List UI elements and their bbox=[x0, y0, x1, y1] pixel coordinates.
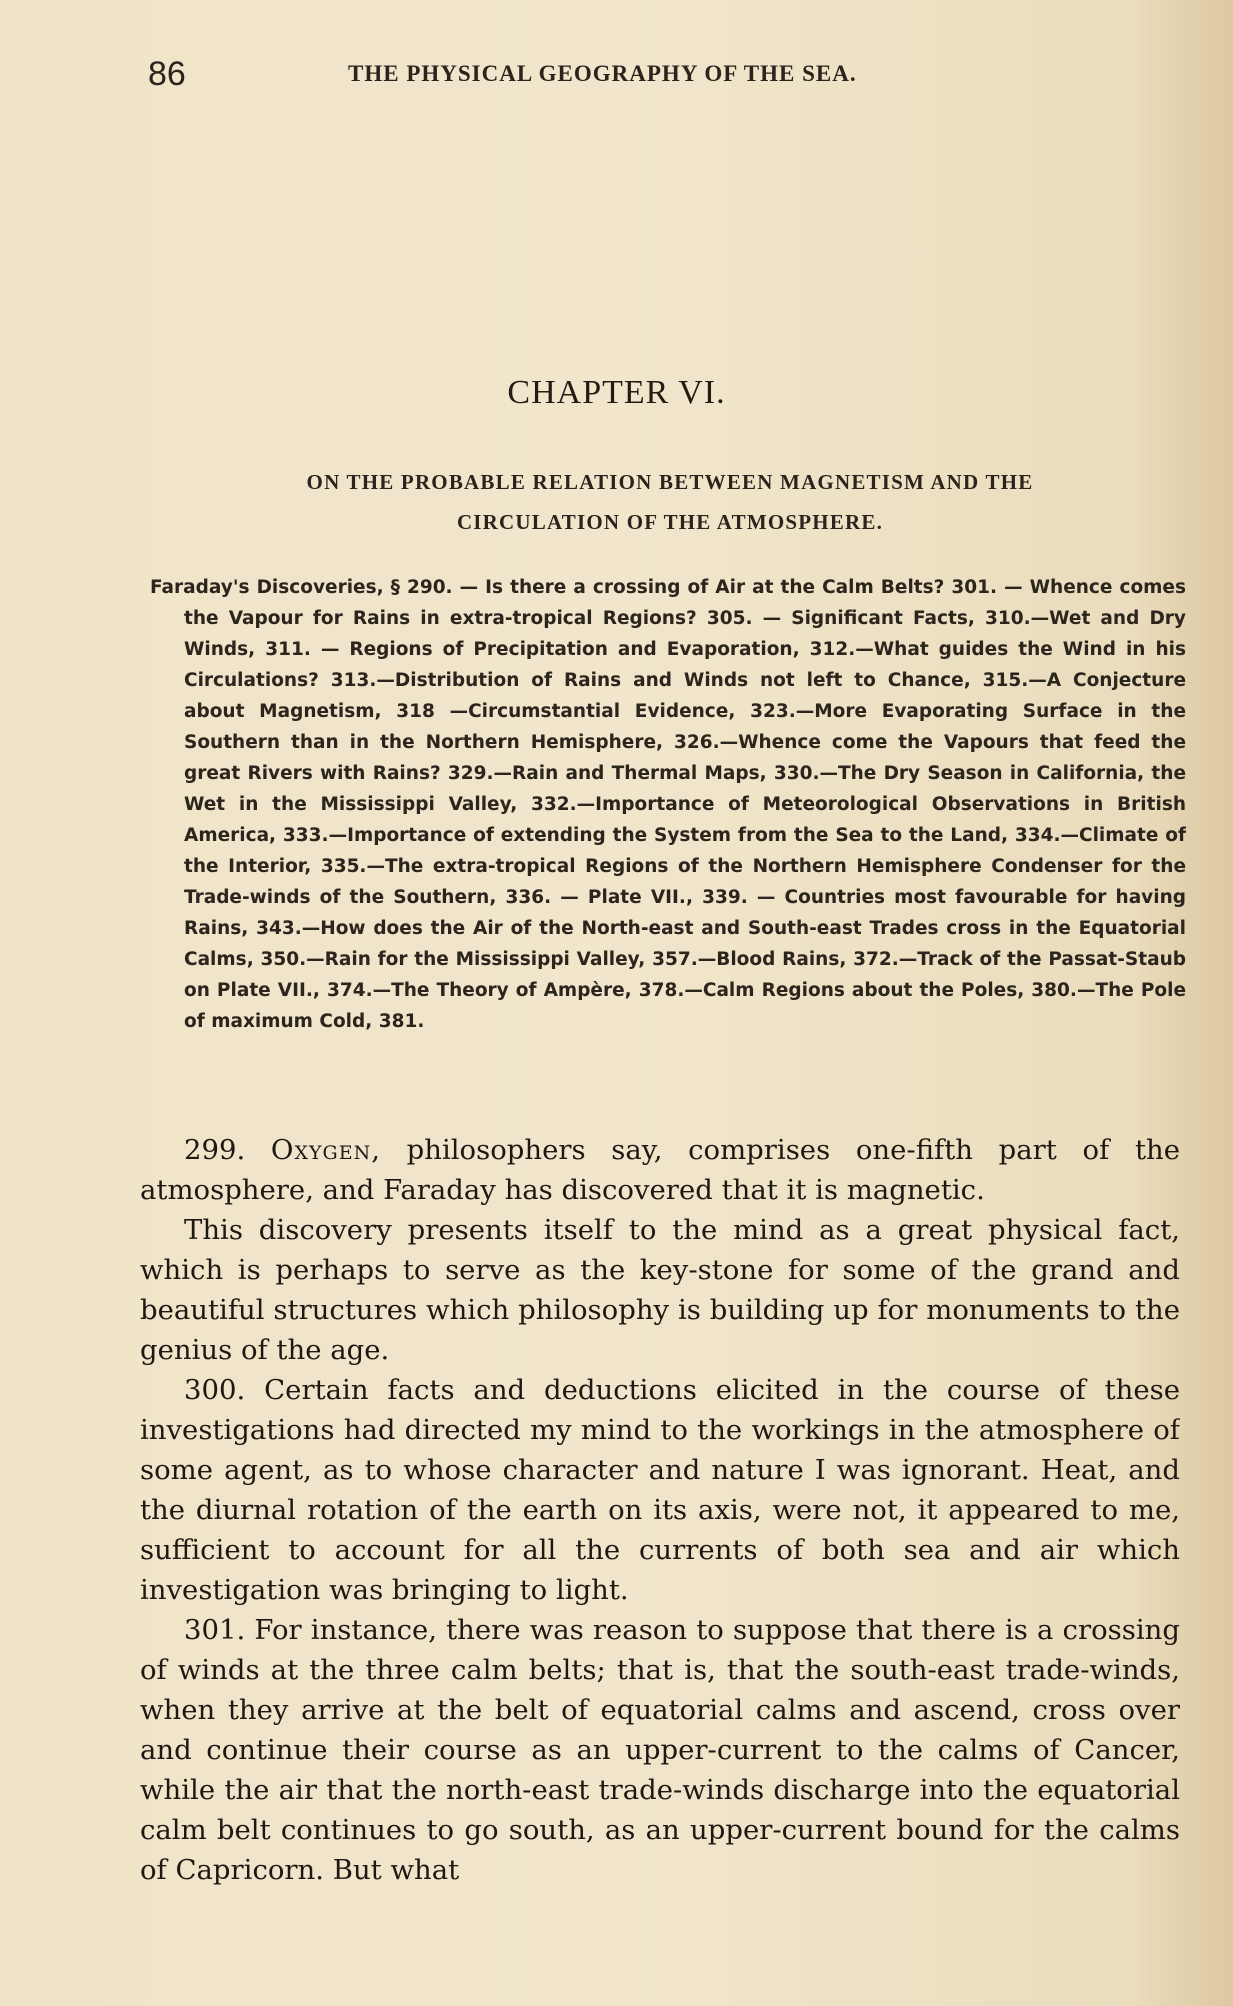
body-text bbox=[140, 1130, 1180, 1900]
paragraph-text: Certain facts and deductions elicited in the course of these investigations had directed my mind to the workings in the atmosphere of some agent, as to whose character and nature I was ignorant. Heat, and the diurnal rotation of the earth on its axis, were not, it appeared to me, sufficient to account for all the currents of both sea and air which investigation was bringing to light. bbox=[140, 1374, 1180, 1606]
paragraph-number: 301. bbox=[184, 1614, 246, 1646]
chapter-title: CHAPTER VI. bbox=[507, 374, 726, 411]
paragraph-text: For instance, there was reason to suppose that there is a crossing of winds at the three calm belts; that is, that the south-east trade-winds, when they arrive at the belt of equatorial calms and ascend, cross over and continue their course as an upper-current to the calms of Cancer, while the air that the north-east trade-winds discharge into the equatorial calm belt continues to go south, as an upper-current bound for the calms of Capricorn. But what bbox=[140, 1614, 1180, 1886]
paragraph-299-continued bbox=[140, 1210, 1180, 1370]
paragraph-number: 300. bbox=[184, 1374, 246, 1406]
chapter-subtitle: ON THE PROBABLE RELATION BETWEEN MAGNETISM AND THE CIRCULATION OF THE ATMOSPHERE. bbox=[306, 470, 1034, 534]
paragraph-300 bbox=[140, 1370, 1180, 1610]
paragraph-299 bbox=[140, 1130, 1180, 1210]
paragraph-text: philosophers say, comprises one-fifth part of the atmosphere, and Faraday has discovered that it is magnetic. bbox=[140, 1134, 1180, 1206]
paragraph-301 bbox=[140, 1610, 1180, 1890]
lead-word: Oxygen, bbox=[270, 1134, 381, 1166]
paragraph-number: 299. bbox=[184, 1134, 246, 1166]
chapter-summary: Faraday's Discoveries, § 290. — Is there a crossing of Air at the Calm Belts? 301. — Whence comes the Vapour for Rains in extra-tropical Regions? 305. — Significant Facts, 310.—Wet and Dry Winds, 311. — Regions of Precipitation and Evaporation, 312.—What guides the Wind in his Circulations? 313.—Distribution of Rains and Winds not left to Chance, 315.—A Conjecture about Magnetism, 318 —Circumstantial Evidence, 323.—More Evaporating Surface in the Southern than in the Northern Hemisphere, 326.—Whence come the Vapours that feed the great Rivers with Rains? 329.—Rain and Thermal Maps, 330.—The Dry Season in California, the Wet in the Mississippi Valley, 332.—Importance of Meteorological Observations in British America, 333.—Importance of extending the System from the Sea to the Land, 334.—Climate of the Interior, 335.—The extra-tropical Regions of the Northern Hemisphere Condenser for the Trade-winds of the Southern, 336. — Plate VII., 339. — Countries most favourable for having Rains, 343.—How does the Air of the North-east and South-east Trades cross in the Equatorial Calms, 350.—Rain for the Mississippi Valley, 357.—Blood Rains, 372.—Track of the Passat-Staub on Plate VII., 374.—The Theory of Ampère, 378.—Calm Regions about the Poles, 380.—The Pole of maximum Cold, 381. bbox=[150, 577, 1186, 1032]
page-number: 86 bbox=[148, 55, 186, 93]
page-header bbox=[148, 52, 1008, 96]
paragraph-text: This discovery presents itself to the mind as a great physical fact, which is perhaps to serve as the key-stone for some of the grand and beautiful structures which philosophy is building up for monuments to the genius of the age. bbox=[140, 1214, 1180, 1366]
running-head: THE PHYSICAL GEOGRAPHY OF THE SEA. bbox=[348, 61, 857, 86]
